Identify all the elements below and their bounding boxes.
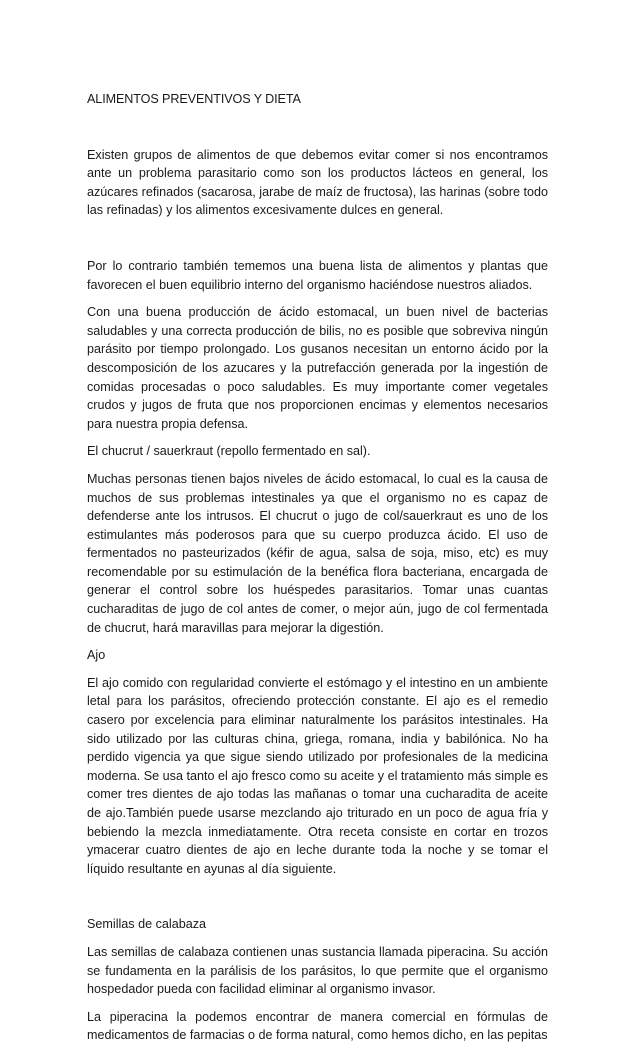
document-title: ALIMENTOS PREVENTIVOS Y DIETA — [87, 92, 301, 106]
paragraph-chucrut: Muchas personas tienen bajos niveles de ácido estomacal, lo cual es la causa de muchos de sus problemas intestinales ya que el organismo no es capaz de defenderse ante los intrusos. El chucrut o jugo de col/sauerkraut es uno de los estimulantes más poderosos para que su cuerpo produzca ácido. El uso de fermentados no pasteurizados (kéfir de agua, salsa de soja, miso, etc) es muy recomendable por su estimulación de la benéfica flora bacteriana, encargada de generar el control sobre los huéspedes parasitarios. Tomar unas cuantas cucharaditas de jugo de col antes de comer, o mejor aún, jugo de col fermentada de chucrut, hará maravillas para mejorar la digestión. — [87, 471, 548, 635]
paragraph-piperacina: La piperacina la podemos encontrar de manera comercial en fórmulas de medicamentos de farmacias o de forma natural, como hemos dicho, en las pepitas — [87, 1009, 548, 1043]
paragraph-foods-to-avoid: Existen grupos de alimentos de que debemos evitar comer si nos encontramos ante un problema parasitario como son los productos lácteos en general, los azúcares refinados (sacarosa, jarabe de maíz de fructosa), las harinas (sobre todo las refinadas) y los alimentos excesivamente dulces en general. — [87, 147, 548, 218]
section-heading-semillas-de-calabaza: Semillas de calabaza — [87, 917, 207, 932]
section-heading-chucrut: El chucrut / sauerkraut (repollo fermentado en sal). — [87, 444, 371, 459]
section-heading-ajo: Ajo — [87, 648, 106, 663]
paragraph-ajo: El ajo comido con regularidad convierte el estómago y el intestino en un ambiente letal para los parásitos, ofreciendo protección constante. El ajo es el remedio casero por excelencia para eliminar naturalmente los parásitos intestinales. Ha sido utilizado por las culturas china, griega, romana, india y babilónica. No ha perdido vigencia ya que sigue siendo utilizado por profesionales de la medicina moderna. Se usa tanto el ajo fresco como su aceite y el tratamiento más simple es comer tres dientes de ajo todas las mañanas o tomar una cucharadita de aceite de ajo.También puede usarse mezclando ajo triturado en un poco de agua fría y bebiendo la mezcla inmediatamente. Otra receta consiste en cortar en trozos ymacerar cuatro dientes de ajo en leche durante toda la noche y se tomar el líquido resultante en ayunas al día siguiente. — [87, 675, 548, 876]
paragraph-beneficial-foods: Por lo contrario también tememos una buena lista de alimentos y plantas que favorecen el buen equilibrio interno del organismo haciéndose nuestros aliados. — [87, 258, 548, 292]
paragraph-semillas-de-calabaza: Las semillas de calabaza contienen unas sustancia llamada piperacina. Su acción se fundamenta en la parálisis de los parásitos, lo que permite que el organismo hospedador pueda con facilidad eliminar al organismo invasor. — [87, 944, 548, 997]
paragraph-stomach-acid: Con una buena producción de ácido estomacal, un buen nivel de bacterias saludables y una correcta producción de bilis, no es posible que sobreviva ningún parásito por tiempo prolongado. Los gusanos necesitan un entorno ácido por la descomposición de los azucares y la putrefacción generada por la ingestión de comidas procesadas o poco saludables. Es muy importante comer vegetales crudos y jugos de fruta que nos proporcionen encimas y elementos necesarios para nuestra propia defensa. — [87, 305, 548, 431]
document-page — [87, 90, 548, 1045]
